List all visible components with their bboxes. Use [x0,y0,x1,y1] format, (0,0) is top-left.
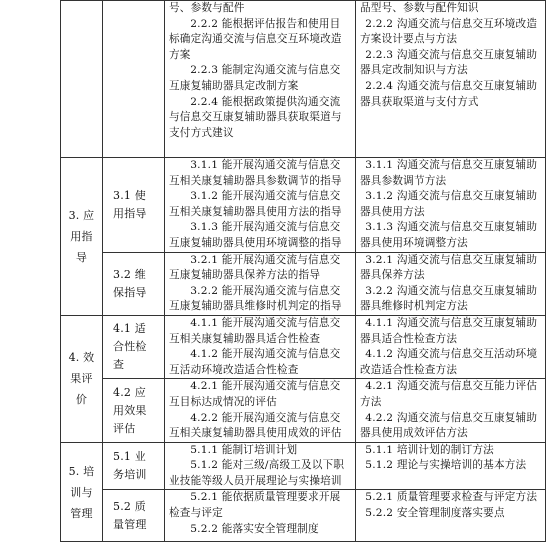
skills-cell [165,1,356,158]
knowledge-item: 4.1.1 沟通交流与信息交互康复辅助器具适合性检查方法 [360,316,538,345]
knowledge-cell [356,158,546,253]
skill-item: 5.1.2 能对三级/高级工及以下职业技能等级人员开展理论与实操培训 [169,459,345,487]
table-row [61,315,546,378]
table-row [61,1,546,158]
knowledge-cell [356,252,546,315]
knowledge-cell [356,490,546,542]
skills-cell [165,315,356,378]
skill-item: 5.2.2 能落实安全管理制度 [190,522,319,535]
subsection-cell: 4.1 适合性检查 [103,315,165,378]
section-cell-empty [61,1,103,158]
table-row [61,490,546,542]
skill-item: 2.2.3 能制定沟通交流与信息交互康复辅助器具定改制方案 [169,64,341,92]
knowledge-item: 品型号、参数与配件知识 [360,2,479,14]
skills-cell [165,252,356,315]
table-row [61,252,546,315]
skill-item: 5.2.1 能依据质量管理要求开展检查与评定 [169,491,341,520]
knowledge-item: 3.2.2 沟通交流与信息交互康复辅助器具维修时机判定方法 [360,284,538,313]
table-row [61,379,546,442]
skill-item: 3.2.2 能开展沟通交流与信息交互康复辅助器具维修时机判定的指导 [169,284,342,313]
knowledge-item: 2.2.4 沟通交流与信息交互康复辅助器具获取渠道与支付方式 [360,79,538,108]
knowledge-item: 3.1.3 沟通交流与信息交互康复辅助器具使用环境调整方法 [360,221,538,249]
skills-knowledge-table [60,0,546,542]
skill-item: 号、参数与配件 [169,2,245,14]
knowledge-item: 4.2.1 沟通交流与信息交互能力评估方法 [360,380,538,408]
subsection-cell: 5.1 业务培训 [103,442,165,490]
knowledge-cell [356,442,546,490]
skills-cell [165,442,356,490]
skills-cell [165,379,356,442]
knowledge-cell [356,379,546,442]
subsection-cell: 3.2 维保指导 [103,252,165,315]
skill-item: 3.1.1 能开展沟通交流与信息交互相关康复辅助器具参数调节的指导 [169,159,342,187]
subsection-cell: 3.1 使用指导 [103,158,165,253]
knowledge-item: 3.2.1 沟通交流与信息交互康复辅助器具保养方法 [360,253,538,282]
skill-item: 3.1.3 能开展沟通交流与信息交互康复辅助器具使用环境调整的指导 [169,221,342,249]
skill-item: 3.2.1 能开展沟通交流与信息交互康复辅助器具保养方法的指导 [169,253,341,282]
skill-item: 4.2.1 能开展沟通交流与信息交互目标达成情况的评估 [169,380,341,408]
subsection-cell: 4.2 应用效果评估 [103,379,165,442]
knowledge-item: 5.1.2 理论与实操培训的基本方法 [365,459,527,472]
knowledge-item: 5.2.1 质量管理要求检查与评定方法 [365,491,538,504]
skills-cell [165,490,356,542]
knowledge-cell [356,1,546,158]
skills-cell [165,158,356,253]
knowledge-item: 4.1.2 沟通交流与信息交互活动环境改造适合性检查方法 [360,348,538,376]
knowledge-item: 5.1.1 培训计划的制订方法 [365,443,494,456]
subsection-cell: 5.2 质量管理 [103,490,165,542]
section-cell: 3. 应用指导 [61,158,103,316]
skill-item: 4.2.2 能开展沟通交流与信息交互相关康复辅助器具使用成效的评估 [169,411,342,440]
knowledge-item: 2.2.2 沟通交流与信息交互环境改造方案设计要点与方法 [360,17,538,46]
subsection-cell-empty [103,1,165,158]
knowledge-cell [356,315,546,378]
knowledge-item: 2.2.3 沟通交流与信息交互康复辅助器具定改制知识与方法 [360,48,538,77]
skill-item: 2.2.4 能根据政策提供沟通交流与信息交互康复辅助器具获取渠道与支付方式建议 [169,95,342,139]
section-cell: 4. 效果评价 [61,315,103,442]
skill-item: 5.1.1 能制订培训计划 [190,443,298,456]
section-cell: 5. 培训与管理 [61,442,103,542]
skill-item: 2.2.2 能根据评估报告和使用目标确定沟通交流与信息交互环境改造方案 [169,17,342,61]
knowledge-item: 4.2.2 沟通交流与信息交互康复辅助器具使用成效评估方法 [360,411,538,440]
knowledge-item: 5.2.2 安全管理制度落实要点 [365,507,505,520]
skill-item: 4.1.2 能开展沟通交流与信息交互活动环境改造适合性检查 [169,348,341,376]
knowledge-item: 3.1.2 沟通交流与信息交互康复辅助器具使用方法 [360,190,538,218]
skill-item: 3.1.2 能开展沟通交流与信息交互相关康复辅助器具使用方法的指导 [169,190,342,218]
knowledge-item: 3.1.1 沟通交流与信息交互康复辅助器具参数调节方法 [360,159,538,187]
skill-item: 4.1.1 能开展沟通交流与信息交互相关康复辅助器具适合性检查 [169,316,341,345]
table-row [61,158,546,253]
table-row [61,442,546,490]
